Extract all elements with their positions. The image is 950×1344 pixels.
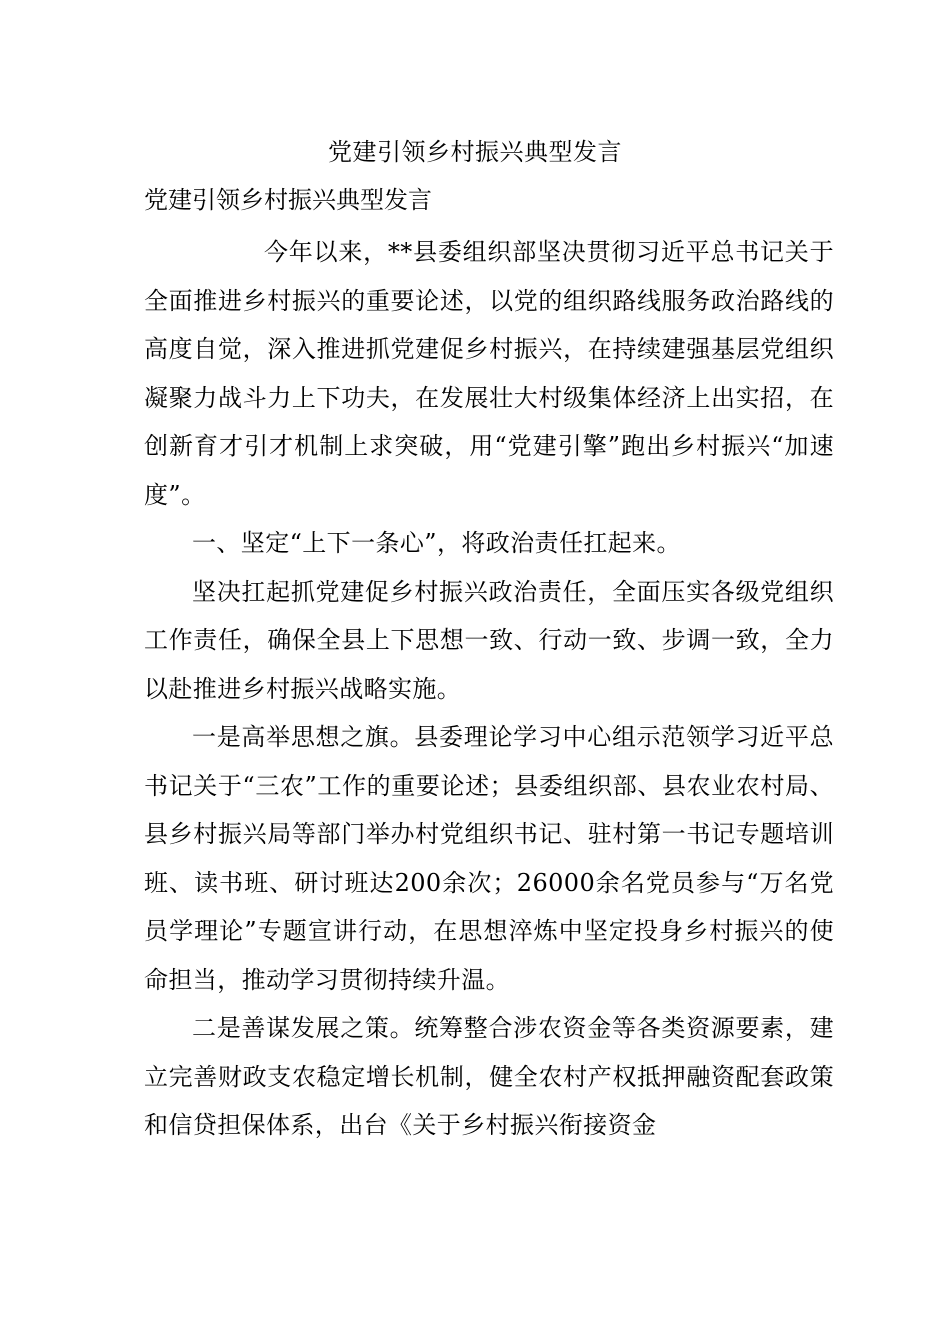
paragraph-section-1: 坚决扛起抓党建促乡村振兴政治责任，全面压实各级党组织工作责任，确保全县上下思想一致、行动一致、步调一致，全力以赴推进乡村振兴战略实施。 xyxy=(144,577,834,703)
paragraph-intro: 今年以来，**县委组织部坚决贯彻习近平总书记关于全面推进乡村振兴的重要论述，以党的组织路线服务政治路线的高度自觉，深入推进抓党建促乡村振兴，在持续建强基层党组织凝聚力战斗力上下功夫，在发展壮大村级集体经济上出实招，在创新育才引才机制上求突破，用“党建引擎”跑出乡村振兴“加速度”。 xyxy=(144,238,834,509)
paragraph-point-1: 一是高举思想之旗。县委理论学习中心组示范领学习近平总书记关于“三农”工作的重要论述；县委组织部、县农业农村局、县乡村振兴局等部门举办村党组织书记、驻村第一书记专题培训班、读书班、研讨班达200余次；26000余名党员参与“万名党员学理论”专题宣讲行动，在思想淬炼中坚定投身乡村振兴的使命担当，推动学习贯彻持续升温。 xyxy=(144,723,834,994)
section-heading-1: 一、坚定“上下一条心”，将政治责任扛起来。 xyxy=(192,529,681,557)
document-body xyxy=(144,228,834,1150)
paragraph-point-2: 二是善谋发展之策。统筹整合涉农资金等各类资源要素，建立完善财政支农稳定增长机制，健全农村产权抵押融资配套政策和信贷担保体系，出台《关于乡村振兴衔接资金 xyxy=(144,1014,834,1139)
document-subtitle: 党建引领乡村振兴典型发言 xyxy=(144,186,432,214)
document-title: 党建引领乡村振兴典型发言 xyxy=(328,138,622,166)
